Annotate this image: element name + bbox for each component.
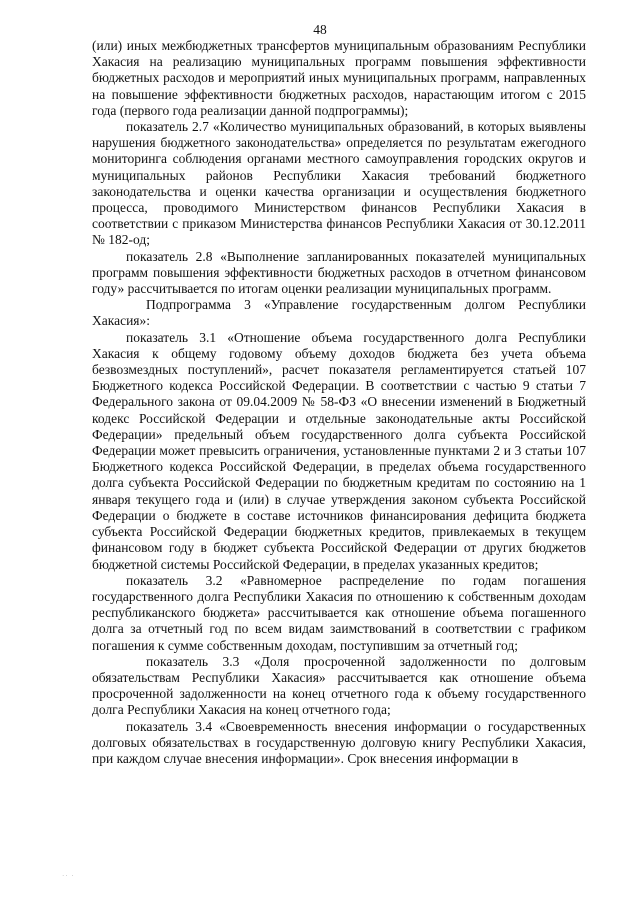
paragraph-indicator-3-3: показатель 3.3 «Доля просроченной задолженности по долговым обязательствам Республики Хакасия» рассчитывается как отношение объема просроченной задолженности на конец отчетного года к объему государственного долга Республики Хакасия на конец отчетного года;	[92, 653, 586, 718]
paragraph-indicator-3-4: показатель 3.4 «Своевременность внесения информации о государственных долговых обязательствах в государственную долговую книгу Республики Хакасия, при каждом случае внесения информации». Срок внесения информации в	[92, 718, 586, 766]
subprogram-3-heading: Подпрограмма 3 «Управление государственным долгом Республики Хакасия»:	[92, 297, 586, 329]
scan-artifact-mark: ·· ·	[62, 872, 75, 880]
paragraph-indicator-3-1: показатель 3.1 «Отношение объема государственного долга Республики Хакасия к общему годовому объему доходов бюджета без учета объема безвозмездных поступлений», расчет показателя регламентируется статьей 107 Бюджетного кодекса Российской Федерации. В соответствии с частью 9 статьи 7 Федерального закона от 09.04.2009 № 58-ФЗ «О внесении изменений в Бюджетный кодекс Российской Федерации и отдельные законодательные акты Российской Федерации» предельный объем государственного долга субъекта Российской Федерации может превысить ограничения, установленные пунктами 2 и 3 статьи 107 Бюджетного кодекса Российской Федерации, в пределах объема государственного долга субъекта Российской Федерации по бюджетным кредитам по состоянию на 1 января текущего года и (или) в случае утверждения законом субъекта Российской Федерации о бюджете в составе источников финансирования дефицита бюджета субъекта Российской Федерации бюджетных кредитов, привлекаемых в текущем финансовом году в бюджет субъекта Российской Федерации от других бюджетов бюджетной системы Российской Федерации, в пределах указанных кредитов;	[92, 329, 586, 572]
paragraph-indicator-3-2: показатель 3.2 «Равномерное распределение по годам погашения государственного долга Республики Хакасия по отношению к собственным доходам республиканского бюджета» рассчитывается как отношение объема погашенного долга за отчетный год по всем видам заимствований в соответствии с графиком погашения к сумме собственным доходам, поступившим за отчетный год;	[92, 572, 586, 653]
page-number: 48	[313, 22, 327, 37]
paragraph-continuation: (или) иных межбюджетных трансфертов муниципальным образованиям Республики Хакасия на реализацию муниципальных программ повышения эффективности бюджетных расходов и мероприятий иных муниципальных программ, направленных на повышение эффективности бюджетных расходов, нарастающим итогом с 2015 года (первого года реализации данной подпрограммы);	[92, 38, 586, 118]
paragraph-indicator-2-7: показатель 2.7 «Количество муниципальных образований, в которых выявлены нарушения бюджетного законодательства» определяется по результатам ежегодного мониторинга соблюдения органами местного самоуправления городских округов и муниципальных районов Республики Хакасия требований бюджетного законодательства и оценки качества организации и осуществления бюджетного процесса, проводимого Министерством финансов Республики Хакасия в соответствии с приказом Министерства финансов Республики Хакасия от 30.12.2011 № 182-од;	[92, 119, 586, 248]
document-body	[92, 38, 586, 767]
paragraph-indicator-2-8: показатель 2.8 «Выполнение запланированных показателей муниципальных программ повышения эффективности бюджетных расходов в отчетном финансовом году» рассчитывается по итогам оценки реализации муниципальных программ.	[92, 248, 586, 297]
